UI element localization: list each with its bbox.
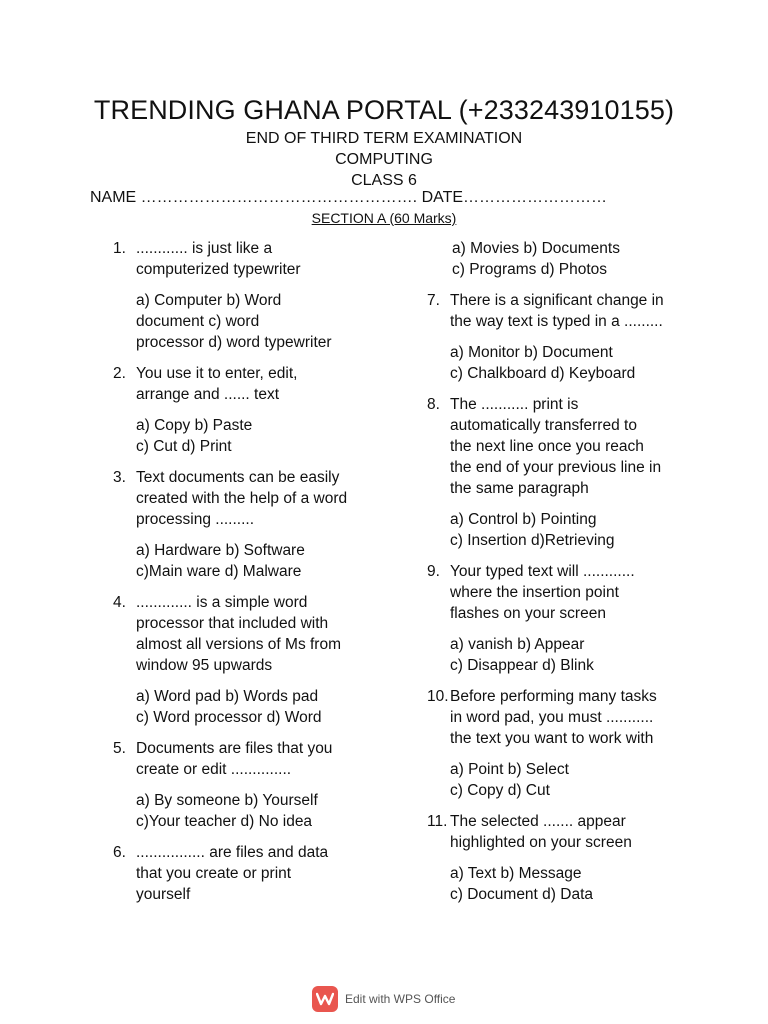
answer-options <box>136 415 383 457</box>
question-number: 1. <box>113 240 126 257</box>
question-text-line: highlighted on your screen <box>450 834 632 851</box>
question-text-line: ............ is just like a <box>136 240 273 257</box>
question-number: 3. <box>113 469 126 486</box>
wps-w-glyph <box>316 992 334 1006</box>
question-text-line: where the insertion point <box>450 584 619 601</box>
option-line: c) Copy d) Cut <box>450 782 550 799</box>
question-text-line: The selected ....... appear <box>450 813 626 830</box>
question-text-line: Text documents can be easily <box>136 469 340 486</box>
answer-options <box>136 540 383 582</box>
option-line: a) Computer b) Word <box>136 292 282 309</box>
question-text-line: yourself <box>136 886 191 903</box>
class-name: CLASS 6 <box>351 172 417 189</box>
subject-name: COMPUTING <box>335 151 433 168</box>
question-text-line: the end of your previous line in <box>450 459 662 476</box>
portal-title: TRENDING GHANA PORTAL (+233243910155) <box>93 95 675 125</box>
option-line: c) Disappear d) Blink <box>450 657 594 674</box>
question-text-line: automatically transferred to <box>450 417 637 434</box>
question-10 <box>427 686 687 801</box>
answer-options <box>450 509 687 551</box>
option-line: c) Document d) Data <box>450 886 593 903</box>
question-text-line: the way text is typed in a ......... <box>450 313 663 330</box>
option-line: c)Main ware d) Malware <box>136 563 302 580</box>
question-text-line: that you create or print <box>136 865 292 882</box>
question-text-line: Before performing many tasks <box>450 688 657 705</box>
answer-options <box>450 342 687 384</box>
question-number: 8. <box>427 396 440 413</box>
option-line: a) Movies b) Documents <box>452 240 620 257</box>
question-text-line: arrange and ...... text <box>136 386 280 403</box>
wps-footer[interactable] <box>312 986 455 1012</box>
question-number: 2. <box>113 365 126 382</box>
question-11 <box>427 811 687 905</box>
answer-options <box>450 759 687 801</box>
question-4 <box>113 592 383 728</box>
option-line: processor d) word typewriter <box>136 334 332 351</box>
question-text-line: create or edit .............. <box>136 761 292 778</box>
wps-edit-link[interactable]: Edit with WPS Office <box>345 992 456 1006</box>
question-text-line: almost all versions of Ms from <box>136 636 341 653</box>
question-5 <box>113 738 383 832</box>
option-line: c)Your teacher d) No idea <box>136 813 313 830</box>
question-text-line: ............. is a simple word <box>136 594 308 611</box>
option-line: a) Word pad b) Words pad <box>136 688 319 705</box>
question-text-line: processor that included with <box>136 615 329 632</box>
option-line: a) Copy b) Paste <box>136 417 253 434</box>
question-9 <box>427 561 687 676</box>
question-2 <box>113 363 383 457</box>
question-number: 9. <box>427 563 440 580</box>
option-line: c) Programs d) Photos <box>452 261 608 278</box>
question-text-line: the same paragraph <box>450 480 589 497</box>
question-text-line: computerized typewriter <box>136 261 301 278</box>
question-number: 10. <box>427 688 449 705</box>
option-line: c) Word processor d) Word <box>136 709 322 726</box>
right-question-column <box>427 238 687 915</box>
exam-name: END OF THIRD TERM EXAMINATION <box>245 130 523 147</box>
answer-options <box>136 290 383 353</box>
question-text-line: There is a significant change in <box>450 292 664 309</box>
section-heading: SECTION A (60 Marks) <box>311 210 457 226</box>
question-text-line: processing ......... <box>136 511 255 528</box>
question-6-options <box>427 238 687 280</box>
question-7 <box>427 290 687 384</box>
option-line: a) Point b) Select <box>450 761 569 778</box>
question-1 <box>113 238 383 353</box>
answer-options <box>450 863 687 905</box>
left-question-column <box>113 238 383 915</box>
question-text-line: The ........... print is <box>450 396 579 413</box>
question-text-line: ................ are files and data <box>136 844 329 861</box>
exam-header <box>0 92 768 191</box>
question-3 <box>113 467 383 582</box>
question-text-line: the next line once you reach <box>450 438 644 455</box>
answer-options <box>450 634 687 676</box>
question-number: 4. <box>113 594 126 611</box>
question-8 <box>427 394 687 551</box>
option-line: c) Insertion d)Retrieving <box>450 532 615 549</box>
option-line: c) Chalkboard d) Keyboard <box>450 365 636 382</box>
option-line: a) By someone b) Yourself <box>136 792 318 809</box>
question-text-line: in word pad, you must ........... <box>450 709 654 726</box>
question-number: 11. <box>427 813 448 830</box>
wps-office-icon[interactable] <box>312 986 338 1012</box>
question-number: 6. <box>113 844 126 861</box>
option-line: a) Control b) Pointing <box>450 511 597 528</box>
question-number: 5. <box>113 740 126 757</box>
option-line: a) vanish b) Appear <box>450 636 585 653</box>
question-text-line: created with the help of a word <box>136 490 348 507</box>
question-text-line: Documents are files that you <box>136 740 333 757</box>
option-line: a) Hardware b) Software <box>136 542 305 559</box>
option-line: a) Monitor b) Document <box>450 344 613 361</box>
question-number: 7. <box>427 292 440 309</box>
answer-options <box>136 686 383 728</box>
question-6 <box>113 842 383 905</box>
name-date-line: NAME ……………………………………………. DATE……………………… <box>90 189 608 206</box>
option-line: document c) word <box>136 313 260 330</box>
question-text-line: the text you want to work with <box>450 730 654 747</box>
question-text-line: flashes on your screen <box>450 605 606 622</box>
option-line: a) Text b) Message <box>450 865 582 882</box>
answer-options <box>136 790 383 832</box>
question-text-line: You use it to enter, edit, <box>136 365 298 382</box>
question-text-line: window 95 upwards <box>136 657 273 674</box>
option-line: c) Cut d) Print <box>136 438 232 455</box>
question-text-line: Your typed text will ............ <box>450 563 635 580</box>
